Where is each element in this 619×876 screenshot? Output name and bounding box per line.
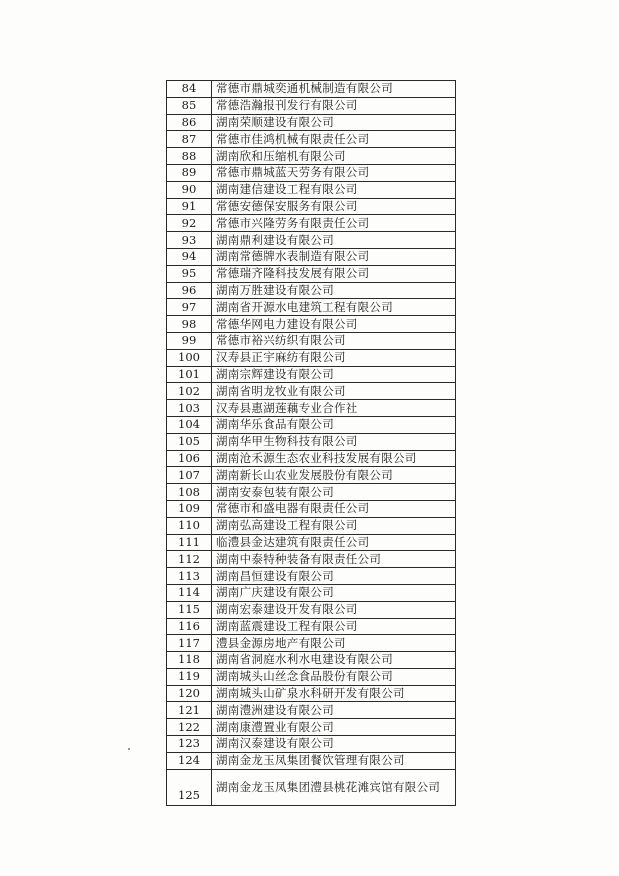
table-row — [167, 400, 456, 417]
table-row — [167, 215, 456, 232]
row-number: 104 — [167, 416, 212, 433]
row-number: 117 — [167, 635, 212, 652]
table-row — [167, 736, 456, 753]
company-name: 湖南建信建设工程有限公司 — [212, 181, 456, 198]
table-row — [167, 769, 456, 805]
table-row — [167, 551, 456, 568]
table-row — [167, 652, 456, 669]
company-name: 汉寿县惠湖莲藕专业合作社 — [212, 400, 456, 417]
table-row — [167, 148, 456, 165]
company-name: 澧县金源房地产有限公司 — [212, 635, 456, 652]
table-row — [167, 450, 456, 467]
table-row — [167, 299, 456, 316]
row-number: 98 — [167, 316, 212, 333]
table-row — [167, 584, 456, 601]
row-number: 89 — [167, 164, 212, 181]
table-row — [167, 668, 456, 685]
company-name: 汉寿县正宇麻纺有限公司 — [212, 349, 456, 366]
row-number: 114 — [167, 584, 212, 601]
company-name: 湖南省明龙牧业有限公司 — [212, 383, 456, 400]
table-row — [167, 383, 456, 400]
table-row — [167, 248, 456, 265]
company-name: 常德华网电力建设有限公司 — [212, 316, 456, 333]
company-name: 湖南澧洲建设有限公司 — [212, 702, 456, 719]
company-name: 湖南昌恒建设有限公司 — [212, 568, 456, 585]
company-name: 湖南万胜建设有限公司 — [212, 282, 456, 299]
row-number: 103 — [167, 400, 212, 417]
row-number: 121 — [167, 702, 212, 719]
company-name: 湖南城头山矿泉水科研开发有限公司 — [212, 685, 456, 702]
row-number: 110 — [167, 517, 212, 534]
row-number: 106 — [167, 450, 212, 467]
company-name: 湖南中泰特种装备有限责任公司 — [212, 551, 456, 568]
table-row — [167, 232, 456, 249]
table-row — [167, 81, 456, 98]
table-row — [167, 500, 456, 517]
row-number: 105 — [167, 433, 212, 450]
company-name: 湖南沧禾源生态农业科技发展有限公司 — [212, 450, 456, 467]
company-name: 常德浩瀚报刊发行有限公司 — [212, 97, 456, 114]
company-name: 常德瑞齐隆科技发展有限公司 — [212, 265, 456, 282]
table-row — [167, 433, 456, 450]
company-name: 湖南欣和压缩机有限公司 — [212, 148, 456, 165]
table-row — [167, 332, 456, 349]
company-name: 湖南常德牌水表制造有限公司 — [212, 248, 456, 265]
company-name: 常德市佳鸿机械有限责任公司 — [212, 131, 456, 148]
row-number: 118 — [167, 652, 212, 669]
table-row — [167, 349, 456, 366]
table-row — [167, 752, 456, 769]
table-row — [167, 181, 456, 198]
row-number: 102 — [167, 383, 212, 400]
company-name: 常德市鼎城奕通机械制造有限公司 — [212, 81, 456, 98]
row-number: 92 — [167, 215, 212, 232]
company-name: 湖南新长山农业发展股份有限公司 — [212, 467, 456, 484]
row-number: 120 — [167, 685, 212, 702]
table-row — [167, 467, 456, 484]
table-row — [167, 517, 456, 534]
row-number: 111 — [167, 534, 212, 551]
company-name: 湖南宏泰建设开发有限公司 — [212, 601, 456, 618]
row-number: 93 — [167, 232, 212, 249]
table-body — [167, 81, 456, 806]
row-number: 124 — [167, 752, 212, 769]
table-row — [167, 635, 456, 652]
table-row — [167, 534, 456, 551]
row-number: 97 — [167, 299, 212, 316]
row-number: 101 — [167, 366, 212, 383]
row-number: 99 — [167, 332, 212, 349]
company-name: 湖南弘高建设工程有限公司 — [212, 517, 456, 534]
row-number: 96 — [167, 282, 212, 299]
table-row — [167, 198, 456, 215]
company-name: 常德市和盛电器有限责任公司 — [212, 500, 456, 517]
row-number: 119 — [167, 668, 212, 685]
company-name: 常德市裕兴纺织有限公司 — [212, 332, 456, 349]
company-name: 湖南安泰包装有限公司 — [212, 484, 456, 501]
company-name: 湖南省开源水电建筑工程有限公司 — [212, 299, 456, 316]
company-name: 湖南鼎利建设有限公司 — [212, 232, 456, 249]
row-number: 87 — [167, 131, 212, 148]
row-number: 100 — [167, 349, 212, 366]
row-number: 84 — [167, 81, 212, 98]
table-row — [167, 601, 456, 618]
row-number: 115 — [167, 601, 212, 618]
table-row — [167, 702, 456, 719]
company-name: 湖南省洞庭水利水电建设有限公司 — [212, 652, 456, 669]
table-row — [167, 366, 456, 383]
table-row — [167, 282, 456, 299]
company-name: 湖南金龙玉凤集团澧县桃花滩宾馆有限公司 — [212, 769, 456, 805]
row-number: 95 — [167, 265, 212, 282]
row-number: 91 — [167, 198, 212, 215]
row-number: 107 — [167, 467, 212, 484]
company-name: 常德市兴隆劳务有限责任公司 — [212, 215, 456, 232]
table-row — [167, 719, 456, 736]
row-number: 90 — [167, 181, 212, 198]
company-name: 湖南宗辉建设有限公司 — [212, 366, 456, 383]
company-name: 湖南华甲生物科技有限公司 — [212, 433, 456, 450]
table-row — [167, 484, 456, 501]
company-name: 湖南汉泰建设有限公司 — [212, 736, 456, 753]
row-number: 122 — [167, 719, 212, 736]
table-row — [167, 416, 456, 433]
company-name: 湖南金龙玉凤集团餐饮管理有限公司 — [212, 752, 456, 769]
row-number: 109 — [167, 500, 212, 517]
company-name: 湖南蓝震建设工程有限公司 — [212, 618, 456, 635]
row-number: 113 — [167, 568, 212, 585]
company-name: 常德市鼎城蓝天劳务有限公司 — [212, 164, 456, 181]
row-number: 112 — [167, 551, 212, 568]
row-number: 116 — [167, 618, 212, 635]
table-row — [167, 114, 456, 131]
company-name: 常德安德保安服务有限公司 — [212, 198, 456, 215]
row-number: 85 — [167, 97, 212, 114]
company-name: 湖南荣顺建设有限公司 — [212, 114, 456, 131]
table-row — [167, 685, 456, 702]
row-number: 88 — [167, 148, 212, 165]
company-name: 湖南广庆建设有限公司 — [212, 584, 456, 601]
row-number: 86 — [167, 114, 212, 131]
company-name: 湖南城头山丝念食品股份有限公司 — [212, 668, 456, 685]
company-name: 临澧县金达建筑有限责任公司 — [212, 534, 456, 551]
company-name: 湖南康澧置业有限公司 — [212, 719, 456, 736]
row-number: 108 — [167, 484, 212, 501]
table-row — [167, 568, 456, 585]
table-row — [167, 618, 456, 635]
table-row — [167, 265, 456, 282]
table-row — [167, 97, 456, 114]
company-list-table — [166, 80, 456, 806]
table-row — [167, 131, 456, 148]
row-number: 94 — [167, 248, 212, 265]
row-number: 125 — [167, 769, 212, 805]
row-number: 123 — [167, 736, 212, 753]
scan-speck — [128, 748, 130, 750]
company-name: 湖南华乐食品有限公司 — [212, 416, 456, 433]
table-row — [167, 316, 456, 333]
table-row — [167, 164, 456, 181]
